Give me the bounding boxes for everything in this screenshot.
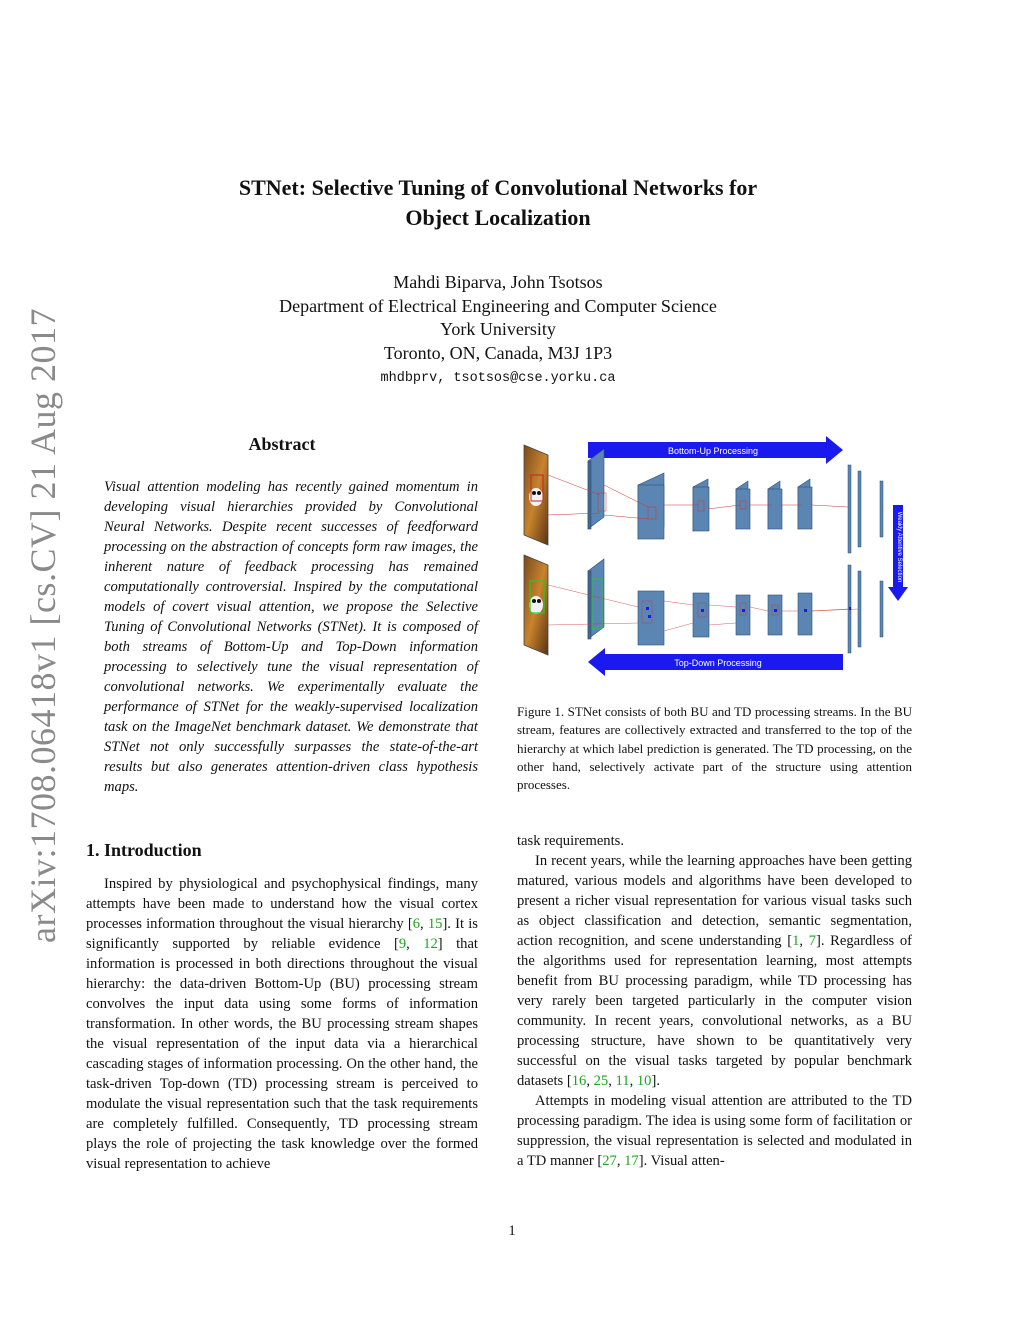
intro-paragraph-3: Attempts in modeling visual attention are attributed to the TD processing paradigm. The idea is using some form of facilitation or suppression, the visual representation is selected and modulated in a TD manner [27, 17]. Visual atten-	[517, 1093, 912, 1169]
author-department: Department of Electrical Engineering and Computer Science	[279, 295, 717, 316]
author-names: Mahdi Biparva, John Tsotsos	[393, 272, 603, 292]
figure-caption: Figure 1. STNet consists of both BU and TD processing streams. In the BU stream, features are collectively extracted and transferred to the top of the hierarchy at which label prediction is generated. The TD processing, on the other hand, selectively activate part of the structure using attention processes.	[517, 704, 912, 793]
intro-paragraph-1-end: task requirements.	[517, 833, 624, 849]
citation-link[interactable]: 7	[808, 933, 816, 949]
paper-title	[150, 173, 846, 233]
author-block	[150, 271, 846, 391]
input-image-bottom	[524, 555, 548, 655]
introduction-heading: 1. Introduction	[86, 840, 202, 860]
author-emails: mhdbprv, tsotsos@cse.yorku.ca	[380, 371, 616, 386]
title-line-2: Object Localization	[405, 205, 591, 230]
input-image-top	[524, 445, 548, 545]
intro-paragraph-2: In recent years, while the learning approaches have been getting matured, various models and algorithms have been developed to present a richer visual representation for various visual tasks such as object classification and detection, semantic segmentation, action recognition, and scene understanding [1, 7]. Regardless of the algorithms used for representation learning, most attempts benefit from BU processing paradigm, while TD processing has very rarely been targeted particularly in the computer vision community. In recent years, convolutional networks, as a BU processing structure, have shown to be quantitatively very successful on the visual tasks targeted by popular benchmark datasets [16, 25, 11, 10].	[517, 853, 912, 1089]
citation-link[interactable]: 16	[571, 1073, 587, 1089]
td-label: Top-Down Processing	[674, 658, 762, 668]
page-number: 1	[508, 1223, 516, 1239]
td-fc-layers	[848, 565, 883, 653]
citation-link[interactable]: 15	[427, 916, 443, 932]
citation-link[interactable]: 10	[636, 1073, 652, 1089]
citation-link[interactable]: 1	[792, 933, 800, 949]
right-column	[517, 831, 912, 1171]
abstract-body: Visual attention modeling has recently gained momentum in developing visual hierarchies provided by Convolutional Neural Networks. Despite recent successes of feedforward processing on the abstraction of concepts form raw images, the inherent nature of feedback processing has remained computationally controversial. Inspired by the computational models of covert visual attention, we propose the Selective Tuning of Convolutional Networks (STNet). It is composed of both streams of Bottom-Up and Top-Down information processing to selectively tune the visual representation of convolutional networks. We experimentally evaluate the performance of STNet for the weakly-supervised localization task on the ImageNet benchmark dataset. We demonstrate that STNet not only successfully surpasses the state-of-the-art results but also generates attention-driven class hypothesis maps.	[104, 479, 478, 795]
stnet-diagram	[518, 435, 913, 680]
intro-paragraph-1: Inspired by physiological and psychophysical findings, many attempts have been made to understand how the visual cortex processes information throughout the visual hierarchy [6, 15]. It is significantly supported by reliable evidence [9, 12] that information is processed in both directions throughout the visual hierarchy: the data-driven Bottom-Up (BU) processing stream convolves the input data using some forms of information transformation. In other words, the BU processing stream shapes the visual representation of the input data via a hierarchical cascading stages of information processing. On the other hand, the task-driven Top-down (TD) processing stream is perceived to modulate the visual representation such that the task requirements are completely fulfilled. Consequently, TD processing stream plays the role of projecting the task knowledge over the formed visual representation to achieve	[86, 876, 478, 1172]
citation-link[interactable]: 11	[615, 1073, 630, 1089]
top-down-arrow	[588, 648, 843, 676]
bottom-up-arrow	[588, 436, 843, 464]
citation-link[interactable]: 27	[602, 1153, 617, 1169]
citation-link[interactable]: 9	[398, 936, 407, 952]
side-label: Weakly Attentive Selection	[896, 511, 902, 583]
td-layers	[588, 559, 812, 645]
arxiv-identifier: arXiv:1708.06418v1 [cs.CV] 21 Aug 2017	[23, 308, 63, 943]
citation-link[interactable]: 6	[412, 916, 420, 932]
side-arrow	[888, 505, 908, 601]
bu-label: Bottom-Up Processing	[667, 446, 759, 456]
citation-link[interactable]: 25	[593, 1073, 609, 1089]
author-location: Toronto, ON, Canada, M3J 1P3	[383, 342, 613, 363]
abstract-heading: Abstract	[248, 434, 316, 454]
bu-fc-layers	[848, 465, 883, 553]
citation-link[interactable]: 17	[624, 1153, 639, 1169]
author-university: York University	[440, 319, 556, 339]
title-line-1: STNet: Selective Tuning of Convolutional Networks for	[238, 175, 758, 200]
figure-1	[518, 435, 913, 680]
citation-link[interactable]: 12	[423, 936, 438, 952]
